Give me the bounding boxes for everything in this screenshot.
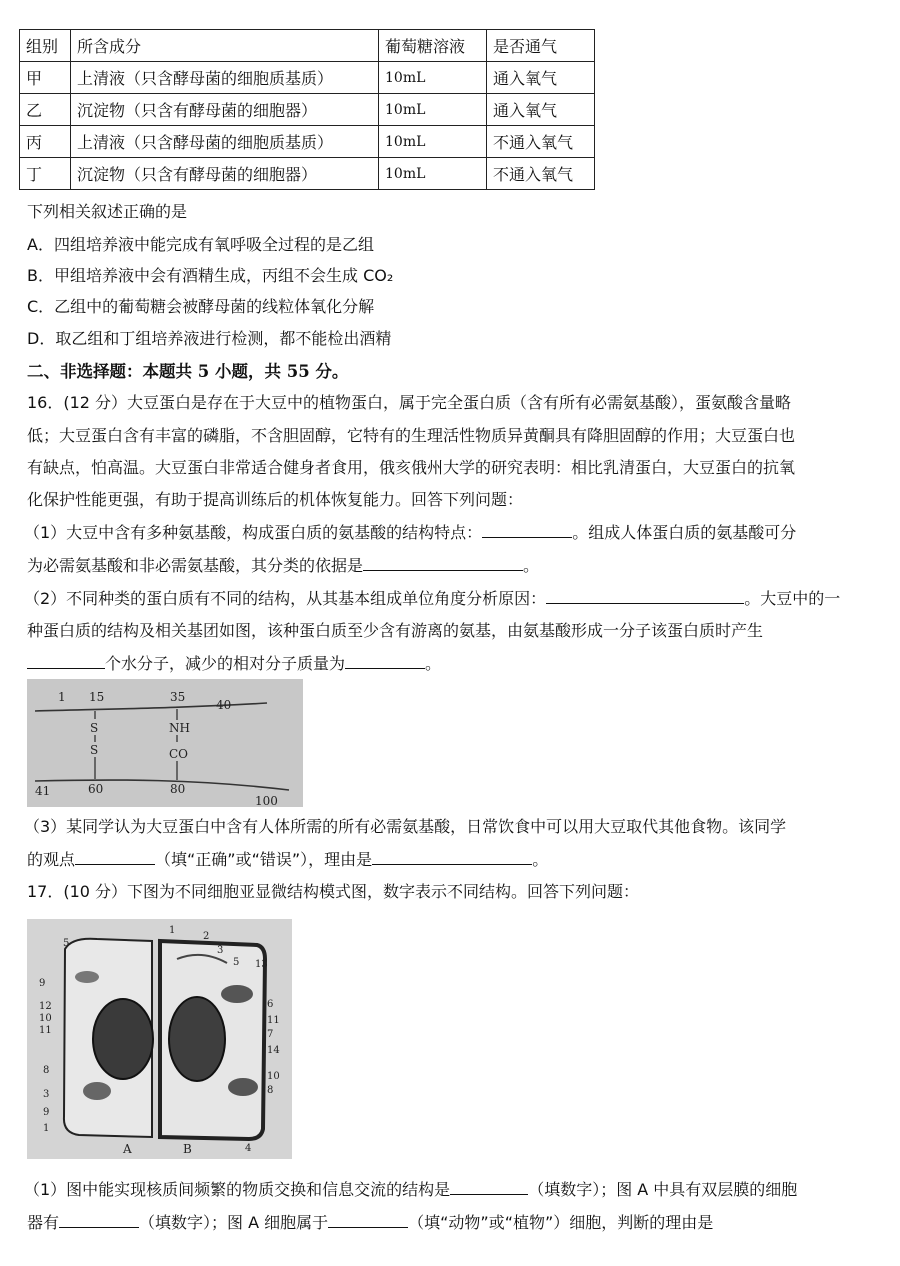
table-cell: 沉淀物（只含有酵母菌的细胞器） (71, 158, 379, 190)
answer-blank[interactable] (450, 1180, 528, 1195)
section-heading: 二、非选择题：本题共 5 小题，共 55 分。 (27, 362, 349, 381)
structure-label: 10 (267, 1071, 280, 1082)
residue-label: 15 (89, 690, 105, 704)
q17-part1-text: （1）图中能实现核质间频繁的物质交换和信息交流的结构是 (24, 1180, 451, 1199)
header-group: 组别 (20, 30, 71, 62)
figure-caption-b: B (183, 1142, 192, 1156)
table-cell: 丁 (20, 158, 71, 190)
q16-part1-line2 (27, 556, 539, 576)
table-cell: 上清液（只含酵母菌的细胞质基质） (71, 62, 379, 94)
q17-part1-text: （填数字）；图 A 中具有双层膜的细胞 (528, 1180, 798, 1199)
cell-diagram (27, 919, 292, 1159)
table-cell: 10mL (379, 62, 487, 94)
table-cell: 10mL (379, 126, 487, 158)
golgi (75, 971, 99, 983)
table-cell: 上清液（只含酵母菌的细胞质基质） (71, 126, 379, 158)
q17-part1-text: 器有 (27, 1213, 60, 1232)
q16-part3-text: 。 (532, 850, 549, 869)
q16-part3-line2 (27, 850, 548, 870)
structure-label: 3 (43, 1089, 50, 1100)
residue-label: 1 (58, 690, 66, 704)
residue-label: 100 (255, 794, 278, 807)
table-row (20, 126, 595, 158)
table-cell: 甲 (20, 62, 71, 94)
structure-label: 9 (39, 978, 46, 989)
table-row (20, 94, 595, 126)
q16-intro-line: 有缺点，怕高温。大豆蛋白非常适合健身者食用，俄亥俄州大学的研究表明：相比乳清蛋白，大豆蛋白的抗氧 (27, 458, 796, 477)
table-row (20, 158, 595, 190)
q16-part2-text: 个水分子，减少的相对分子质量为 (105, 654, 346, 673)
header-components: 所含成分 (71, 30, 379, 62)
answer-blank[interactable] (59, 1213, 139, 1228)
structure-label: 3 (217, 945, 224, 956)
disulfide-label: S (90, 721, 99, 735)
structure-label: 13 (255, 959, 268, 970)
structure-label: 4 (245, 1143, 252, 1154)
option-d: D．取乙组和丁组培养液进行检测，都不能检出酒精 (27, 329, 392, 348)
structure-label: 11 (267, 1015, 280, 1026)
q16-part3-line1: （3）某同学认为大豆蛋白中含有人体所需的所有必需氨基酸，日常饮食中可以用大豆取代其他食物。该同学 (24, 817, 787, 836)
mitochondrion (83, 1082, 111, 1100)
table-cell: 10mL (379, 94, 487, 126)
nucleus-b (169, 997, 225, 1081)
residue-label: 60 (88, 782, 104, 796)
q16-part2-text: （2）不同种类的蛋白质有不同的结构，从其基本组成单位角度分析原因： (24, 589, 547, 608)
amide-label: NH (169, 721, 190, 735)
table-row (20, 62, 595, 94)
q16-part1-line1 (24, 523, 796, 543)
structure-label: 7 (267, 1029, 274, 1040)
answer-blank[interactable] (328, 1213, 408, 1228)
q16-part1-text: （1）大豆中含有多种氨基酸，构成蛋白质的氨基酸的结构特点： (24, 523, 483, 542)
structure-label: 11 (39, 1025, 52, 1036)
nucleus-a (93, 999, 153, 1079)
q16-part1-text: 为必需氨基酸和非必需氨基酸，其分类的依据是 (27, 556, 364, 575)
structure-label: 5 (63, 938, 70, 949)
structure-label: 6 (267, 999, 274, 1010)
table-cell: 不通入氧气 (487, 126, 595, 158)
q16-intro-line: 低；大豆蛋白含有丰富的磷脂，不含胆固醇，它特有的生理活性物质异黄酮具有降胆固醇的作用；大豆蛋白也 (27, 426, 796, 445)
q16-part2-text: 。 (425, 654, 442, 673)
q16-part1-text: 。 (523, 556, 540, 575)
q16-part3-text: （填“正确”或“错误”），理由是 (155, 850, 373, 869)
answer-blank[interactable] (75, 850, 155, 865)
disulfide-label: S (90, 743, 99, 757)
chloroplast (221, 985, 253, 1003)
q17-intro: 17．(10 分）下图为不同细胞亚显微结构模式图，数字表示不同结构。回答下列问题： (27, 882, 640, 901)
q17-part1-line1 (24, 1180, 797, 1200)
answer-blank[interactable] (27, 654, 105, 669)
answer-blank[interactable] (372, 850, 532, 865)
table-header-row (20, 30, 595, 62)
structure-label: 10 (39, 1013, 52, 1024)
table-cell: 通入氧气 (487, 94, 595, 126)
table-cell: 沉淀物（只含有酵母菌的细胞器） (71, 94, 379, 126)
question-stem: 下列相关叙述正确的是 (27, 202, 188, 221)
amide-label: CO (169, 747, 189, 761)
q17-part1-text: （填数字）；图 A 细胞属于 (139, 1213, 329, 1232)
structure-label: 9 (43, 1107, 50, 1118)
q16-part3-text: 的观点 (27, 850, 76, 869)
q17-part1-text: （填“动物”或“植物”）细胞，判断的理由是 (408, 1213, 714, 1232)
residue-label: 80 (170, 782, 186, 796)
q16-part2-line3 (27, 654, 441, 674)
structure-label: 14 (267, 1045, 280, 1056)
structure-label: 1 (169, 925, 176, 936)
q16-part2-line1 (24, 589, 840, 609)
table-cell: 乙 (20, 94, 71, 126)
table-cell: 通入氧气 (487, 62, 595, 94)
q16-intro-line: 16．(12 分）大豆蛋白是存在于大豆中的植物蛋白，属于完全蛋白质（含有所有必需氨基酸），蛋氨酸含量略 (27, 393, 792, 412)
answer-blank[interactable] (363, 556, 523, 571)
q16-part2-text: 。大豆中的一 (744, 589, 841, 608)
header-glucose: 葡萄糖溶液 (379, 30, 487, 62)
residue-label: 35 (170, 690, 186, 704)
table-cell: 10mL (379, 158, 487, 190)
answer-blank[interactable] (345, 654, 425, 669)
table-cell: 不通入氧气 (487, 158, 595, 190)
option-a: A．四组培养液中能完成有氧呼吸全过程的是乙组 (27, 235, 374, 254)
figure-caption-a: A (123, 1142, 132, 1156)
protein-structure-diagram (27, 679, 303, 807)
q16-part1-text: 。组成人体蛋白质的氨基酸可分 (572, 523, 797, 542)
answer-blank[interactable] (546, 589, 744, 604)
structure-label: 5 (233, 957, 240, 968)
cell-structure-figure (27, 919, 292, 1159)
chloroplast (228, 1078, 258, 1096)
answer-blank[interactable] (482, 523, 572, 538)
structure-label: 1 (43, 1123, 50, 1134)
experiment-table (19, 29, 595, 190)
header-aeration: 是否通气 (487, 30, 595, 62)
structure-label: 8 (267, 1085, 274, 1096)
option-c: C．乙组中的葡萄糖会被酵母菌的线粒体氧化分解 (27, 297, 375, 316)
q16-intro-line: 化保护性能更强，有助于提高训练后的机体恢复能力。回答下列问题： (27, 490, 524, 509)
option-b: B．甲组培养液中会有酒精生成，丙组不会生成 CO₂ (27, 266, 394, 285)
protein-structure-figure (27, 679, 303, 807)
structure-label: 12 (39, 1001, 52, 1012)
q17-part1-line2 (27, 1213, 713, 1233)
residue-label: 41 (35, 784, 51, 798)
structure-label: 2 (203, 931, 210, 942)
residue-label: 40 (216, 698, 232, 712)
structure-label: 8 (43, 1065, 50, 1076)
q16-part2-line2: 种蛋白质的结构及相关基团如图，该种蛋白质至少含有游离的氨基，由氨基酸形成一分子该蛋白质时产生 (27, 621, 764, 640)
table-cell: 丙 (20, 126, 71, 158)
